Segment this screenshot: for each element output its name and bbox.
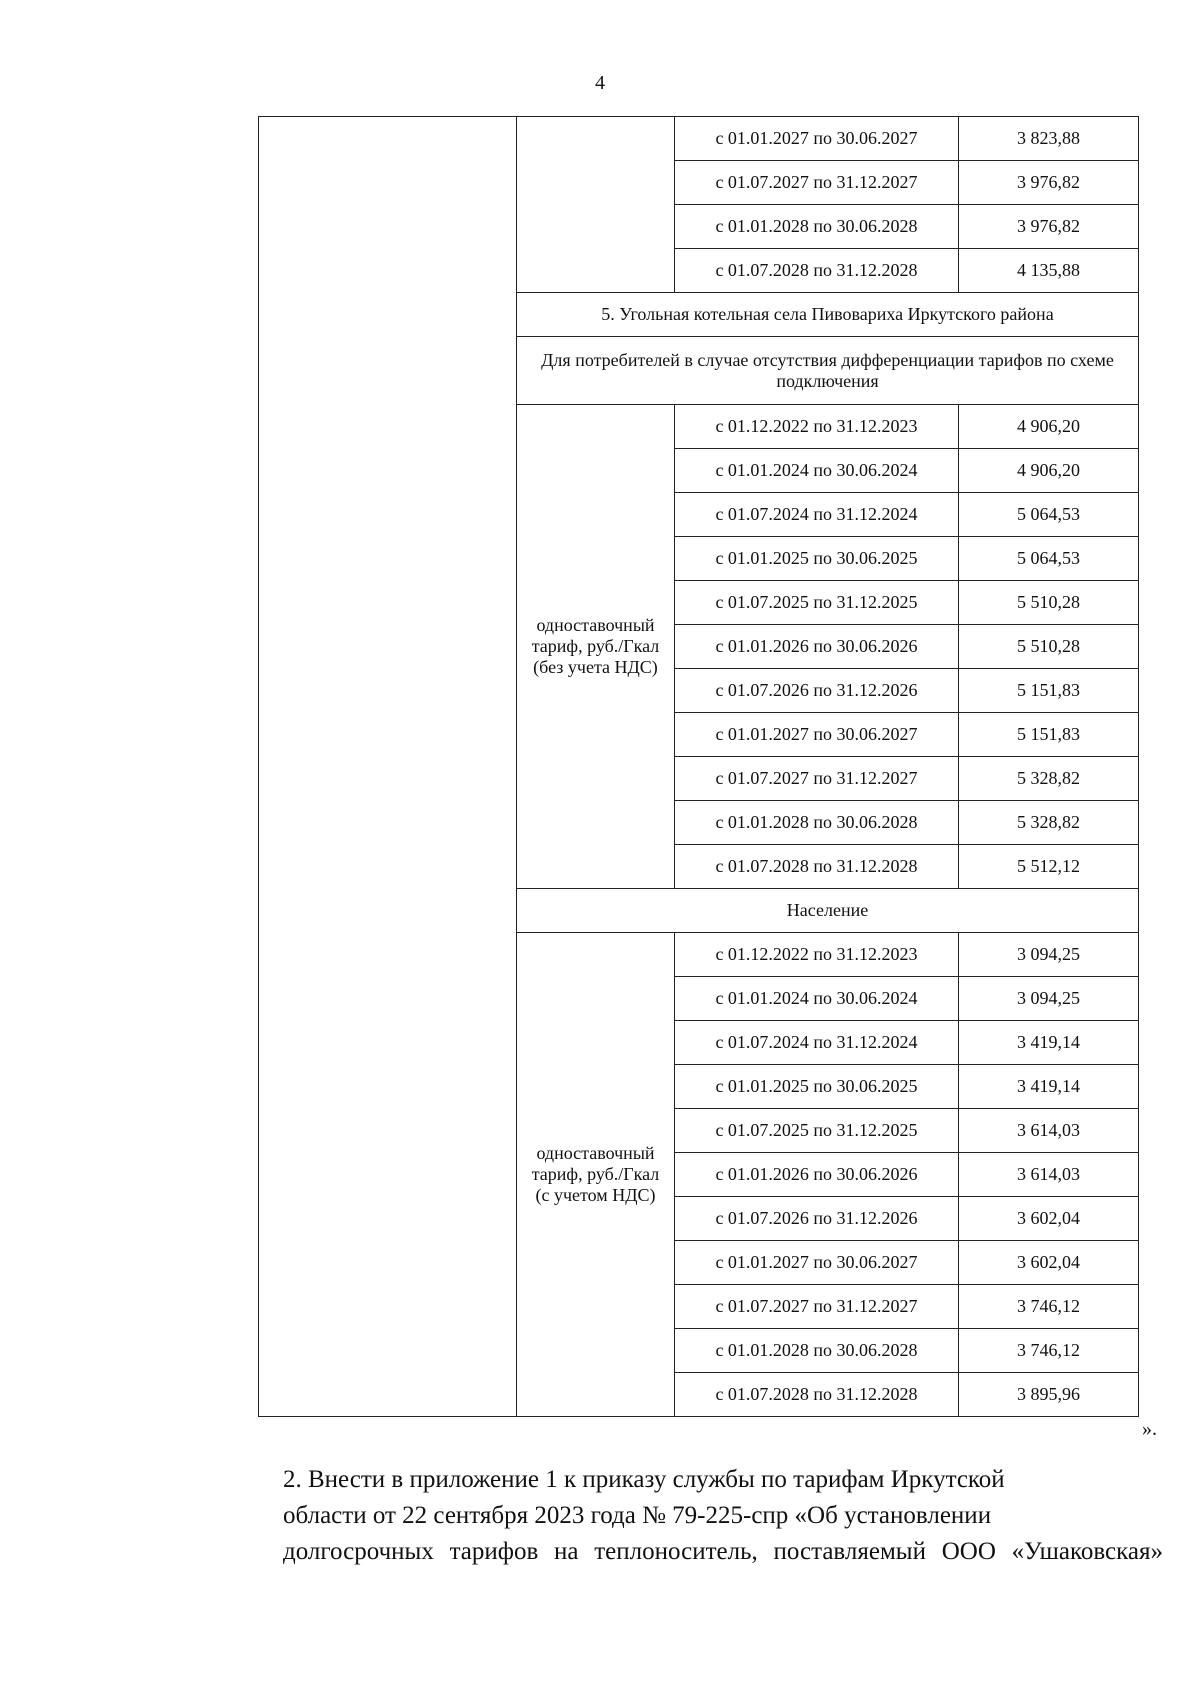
period-cell: с 01.01.2027 по 30.06.2027 — [675, 713, 959, 757]
value-cell: 3 419,14 — [959, 1065, 1139, 1109]
tariff-type-cell: одноставочный тариф, руб./Гкал (с учетом НДС) — [517, 933, 675, 1417]
value-cell: 3 823,88 — [959, 117, 1139, 161]
value-cell: 3 895,96 — [959, 1373, 1139, 1417]
value-cell: 4 135,88 — [959, 249, 1139, 293]
period-cell: с 01.07.2025 по 31.12.2025 — [675, 1109, 959, 1153]
value-cell: 3 976,82 — [959, 205, 1139, 249]
tariff-type-cell: одноставочный тариф, руб./Гкал (без учета НДС) — [517, 405, 675, 889]
period-cell: с 01.12.2022 по 31.12.2023 — [675, 405, 959, 449]
empty-organization-cell — [259, 117, 517, 1417]
period-cell: с 01.07.2026 по 31.12.2026 — [675, 669, 959, 713]
period-cell: с 01.01.2025 по 30.06.2025 — [675, 1065, 959, 1109]
period-cell: с 01.07.2025 по 31.12.2025 — [675, 581, 959, 625]
value-cell: 5 510,28 — [959, 625, 1139, 669]
value-cell: 5 064,53 — [959, 493, 1139, 537]
page-number: 4 — [595, 72, 605, 94]
closing-quote: ». — [1142, 1418, 1157, 1440]
period-cell: с 01.07.2026 по 31.12.2026 — [675, 1197, 959, 1241]
value-cell: 4 906,20 — [959, 449, 1139, 493]
period-cell: с 01.01.2028 по 30.06.2028 — [675, 1329, 959, 1373]
value-cell: 3 094,25 — [959, 933, 1139, 977]
value-cell: 3 614,03 — [959, 1153, 1139, 1197]
section-title: 5. Угольная котельная села Пивовариха Иркутского района — [517, 293, 1139, 337]
tariff-table — [258, 116, 1139, 1417]
population-heading: Население — [517, 889, 1139, 933]
paragraph-line: 2. Внести в приложение 1 к приказу службы по тарифам Иркутской — [283, 1466, 1005, 1493]
paragraph-line: долгосрочных тарифов на теплоноситель, поставляемый ООО «Ушаковская» — [283, 1538, 1163, 1565]
period-cell: с 01.07.2024 по 31.12.2024 — [675, 1021, 959, 1065]
period-cell: с 01.01.2024 по 30.06.2024 — [675, 449, 959, 493]
period-cell: с 01.01.2026 по 30.06.2026 — [675, 625, 959, 669]
consumers-heading: Для потребителей в случае отсутствия дифференциации тарифов по схеме подключения — [517, 337, 1139, 405]
period-cell: с 01.01.2024 по 30.06.2024 — [675, 977, 959, 1021]
period-cell: с 01.01.2026 по 30.06.2026 — [675, 1153, 959, 1197]
period-cell: с 01.01.2028 по 30.06.2028 — [675, 205, 959, 249]
period-cell: с 01.07.2024 по 31.12.2024 — [675, 493, 959, 537]
paragraph-line: области от 22 сентября 2023 года № 79-225-спр «Об установлении — [283, 1502, 992, 1529]
period-cell: с 01.01.2027 по 30.06.2027 — [675, 1241, 959, 1285]
period-cell: с 01.07.2028 по 31.12.2028 — [675, 1373, 959, 1417]
amendment-paragraph — [213, 1462, 1163, 1570]
value-cell: 5 064,53 — [959, 537, 1139, 581]
period-cell: с 01.12.2022 по 31.12.2023 — [675, 933, 959, 977]
value-cell: 3 602,04 — [959, 1241, 1139, 1285]
tariff-row — [259, 117, 1139, 161]
value-cell: 5 328,82 — [959, 757, 1139, 801]
period-cell: с 01.01.2027 по 30.06.2027 — [675, 117, 959, 161]
period-cell: с 01.07.2027 по 31.12.2027 — [675, 161, 959, 205]
value-cell: 3 602,04 — [959, 1197, 1139, 1241]
empty-tariff-type-cell — [517, 117, 675, 293]
value-cell: 5 151,83 — [959, 713, 1139, 757]
period-cell: с 01.07.2027 по 31.12.2027 — [675, 757, 959, 801]
value-cell: 3 976,82 — [959, 161, 1139, 205]
value-cell: 5 512,12 — [959, 845, 1139, 889]
value-cell: 3 419,14 — [959, 1021, 1139, 1065]
period-cell: с 01.07.2028 по 31.12.2028 — [675, 845, 959, 889]
value-cell: 5 151,83 — [959, 669, 1139, 713]
value-cell: 3 746,12 — [959, 1285, 1139, 1329]
period-cell: с 01.07.2027 по 31.12.2027 — [675, 1285, 959, 1329]
value-cell: 5 328,82 — [959, 801, 1139, 845]
value-cell: 3 094,25 — [959, 977, 1139, 1021]
period-cell: с 01.01.2025 по 30.06.2025 — [675, 537, 959, 581]
value-cell: 4 906,20 — [959, 405, 1139, 449]
value-cell: 5 510,28 — [959, 581, 1139, 625]
value-cell: 3 614,03 — [959, 1109, 1139, 1153]
period-cell: с 01.01.2028 по 30.06.2028 — [675, 801, 959, 845]
value-cell: 3 746,12 — [959, 1329, 1139, 1373]
period-cell: с 01.07.2028 по 31.12.2028 — [675, 249, 959, 293]
